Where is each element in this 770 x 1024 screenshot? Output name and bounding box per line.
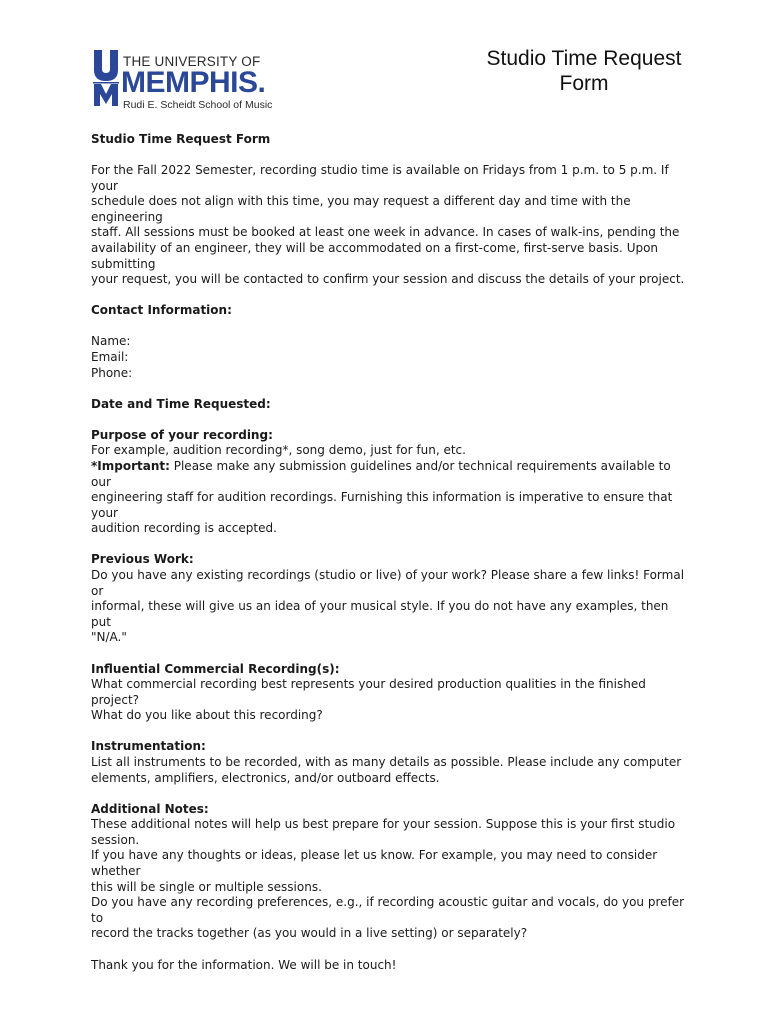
title-line-1: Studio Time Request (486, 47, 682, 70)
additional-notes-line: record the tracks together (as you would in a live setting) or separately? (91, 926, 528, 941)
important-text: Please make any submission guidelines and/or technical requirements available to our (91, 459, 671, 489)
university-logo (93, 49, 273, 113)
influential-line: What do you like about this recording? (91, 708, 323, 723)
additional-notes-line: If you have any thoughts or ideas, please let us know. For example, you may need to consider whether (91, 848, 658, 879)
intro-line: staff. All sessions must be booked at least one week in advance. In cases of walk-ins, pending the (91, 225, 680, 240)
logo-university-text: THE UNIVERSITY OF (123, 54, 261, 69)
intro-line: schedule does not align with this time, you may request a different day and time with the engineering (91, 194, 631, 224)
title-line-2: Form (559, 72, 609, 95)
date-time-heading: Date and Time Requested: (91, 396, 271, 411)
additional-notes-heading: Additional Notes: (91, 801, 209, 816)
form-heading: Studio Time Request Form (91, 132, 271, 146)
phone-field-label: Phone: (91, 365, 133, 380)
purpose-important-line (91, 459, 691, 490)
previous-work-line: Do you have any existing recordings (studio or live) of your work? Please share a few links! Formal or (91, 568, 685, 598)
name-field-label: Name: (91, 334, 131, 349)
previous-work-line: informal, these will give us an idea of your musical style. If you do not have any examples, then put (91, 599, 669, 629)
logo-memphis-text: MEMPHIS. (121, 66, 266, 99)
influential-line: What commercial recording best represents your desired production qualities in the finished project? (91, 677, 646, 707)
additional-notes-line: this will be single or multiple sessions. (91, 879, 322, 894)
page-title (470, 46, 698, 96)
purpose-example: For example, audition recording*, song demo, just for fun, etc. (91, 443, 466, 458)
previous-work-heading: Previous Work: (91, 552, 194, 567)
closing-text: Thank you for the information. We will be in touch! (91, 957, 397, 972)
important-label: *Important: (91, 459, 170, 473)
influential-heading: Influential Commercial Recording(s): (91, 661, 340, 676)
purpose-heading: Purpose of your recording: (91, 427, 273, 442)
instrumentation-line: elements, amplifiers, electronics, and/or outboard effects. (91, 770, 440, 785)
additional-notes-line: Do you have any recording preferences, e.g., if recording acoustic guitar and vocals, do you prefer to (91, 895, 685, 925)
logo-school-text: Rudi E. Scheidt School of Music (123, 99, 273, 111)
additional-notes-line: These additional notes will help us best prepare for your session. Suppose this is your first studio session. (91, 817, 676, 847)
purpose-important-line: engineering staff for audition recordings. Furnishing this information is imperative to ensure that your (91, 490, 673, 520)
email-field-label: Email: (91, 350, 129, 365)
purpose-important-line: audition recording is accepted. (91, 521, 277, 536)
contact-heading: Contact Information: (91, 303, 232, 318)
previous-work-line: "N/A." (91, 630, 127, 645)
intro-line: For the Fall 2022 Semester, recording studio time is available on Fridays from 1 p.m. to 5 p.m. If your (91, 163, 669, 193)
instrumentation-line: List all instruments to be recorded, with as many details as possible. Please include any computer (91, 755, 682, 769)
intro-paragraph (91, 163, 691, 288)
intro-line: your request, you will be contacted to confirm your session and discuss the details of your project. (91, 272, 685, 287)
form-body (91, 132, 691, 973)
intro-line: availability of an engineer, they will be accommodated on a first-come, first-serve basis. Upon submitting (91, 241, 659, 271)
instrumentation-heading: Instrumentation: (91, 739, 206, 754)
